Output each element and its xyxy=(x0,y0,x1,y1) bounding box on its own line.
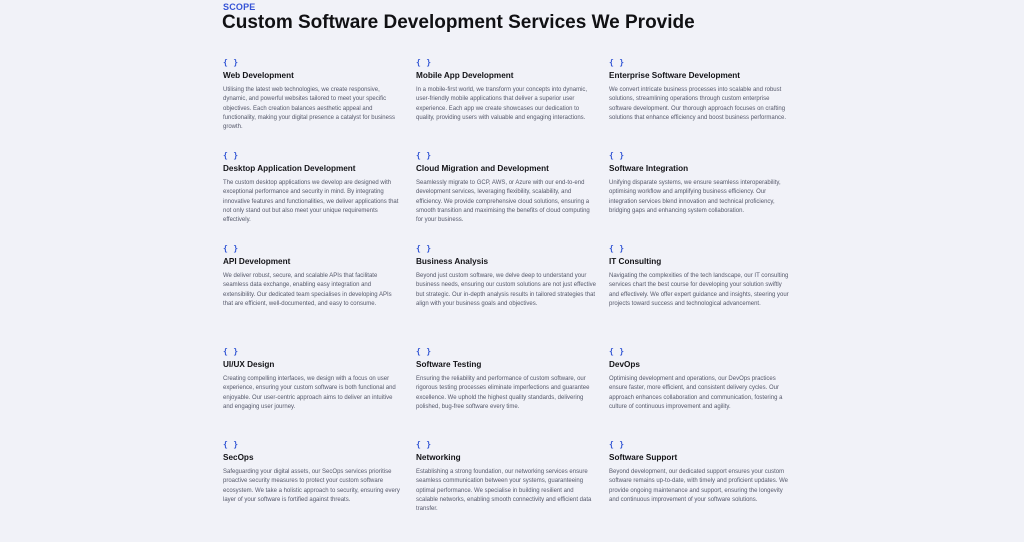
service-title: Business Analysis xyxy=(416,257,489,266)
service-title: Software Integration xyxy=(609,164,689,173)
code-braces-icon: { } xyxy=(609,244,625,253)
service-description: The custom desktop applications we develop are designed with exceptional performance and security in mind. By integrating innovative features and functionalities, we deliver applications that not only stand out but also meet your unique requirements effectively. xyxy=(223,180,399,224)
service-description: We deliver robust, secure, and scalable APIs that facilitate seamless data exchange, enabling easy integration and extensibility. Our dedicated team specialises in developing APIs that are efficient, well-documented, and easy to consume. xyxy=(223,273,392,307)
service-card-software-integration xyxy=(609,150,798,243)
service-title: UI/UX Design xyxy=(223,360,275,369)
service-description: Establishing a strong foundation, our networking services ensure seamless communication between your systems, guaranteeing optimal performance. We specialise in building resilient and scalable networks, enabling smooth connectivity and efficient data transfer. xyxy=(416,469,592,513)
service-card-mobile-app-development xyxy=(416,57,609,150)
service-title: DevOps xyxy=(609,360,640,369)
service-card-business-analysis xyxy=(416,243,609,346)
service-description: In a mobile-first world, we transform your concepts into dynamic, user-friendly mobile applications that deliver a superior user experience. Each app we create showcases our dedication to quality, providing users with valuable and engaging interactions. xyxy=(416,87,588,121)
service-description: We convert intricate business processes into scalable and robust solutions, streamlining operations through custom enterprise software development. Our thorough approach focuses on crafting solutions that enhance efficiency and boost business performance. xyxy=(609,87,786,121)
service-title: IT Consulting xyxy=(609,257,662,266)
section-eyebrow: SCOPE xyxy=(223,2,256,12)
service-description: Optimising development and operations, our DevOps practices ensure faster, more efficient, and consistent delivery cycles. Our approach enhances collaboration and communication, fostering a culture of continuous improvement and agility. xyxy=(609,376,783,410)
service-title: Software Testing xyxy=(416,360,482,369)
service-description: Unifying disparate systems, we ensure seamless interoperability, optimising workflow and amplifying business efficiency. Our integration services blend innovation and technical proficiency, bridging gaps and enhancing system collaboration. xyxy=(609,180,781,214)
code-braces-icon: { } xyxy=(416,244,432,253)
service-title: Web Development xyxy=(223,71,294,80)
service-card-software-testing xyxy=(416,346,609,439)
code-braces-icon: { } xyxy=(416,58,432,67)
service-title: Software Support xyxy=(609,453,678,462)
service-card-software-support xyxy=(609,439,798,539)
services-grid xyxy=(223,57,798,539)
code-braces-icon: { } xyxy=(223,58,239,67)
service-description: Beyond development, our dedicated support ensures your custom software remains up-to-date, with timely and proficient updates. We provide ongoing maintenance and support, ensuring the longevity and continuous improvement of your software solutions. xyxy=(609,469,788,503)
service-title: Cloud Migration and Development xyxy=(416,164,549,173)
service-title: Enterprise Software Development xyxy=(609,71,741,80)
service-title: Networking xyxy=(416,453,461,462)
service-card-secops xyxy=(223,439,416,539)
service-card-it-consulting xyxy=(609,243,798,346)
service-description: Beyond just custom software, we delve deep to understand your business needs, ensuring our custom solutions are not just effective but strategic. Our in-depth analysis results in tailored strategies that align with your business goals and objectives. xyxy=(416,273,596,307)
service-card-desktop-application-development xyxy=(223,150,416,243)
service-title: SecOps xyxy=(223,453,254,462)
code-braces-icon: { } xyxy=(416,347,432,356)
code-braces-icon: { } xyxy=(416,151,432,160)
service-title: API Development xyxy=(223,257,291,266)
code-braces-icon: { } xyxy=(416,440,432,449)
service-title: Mobile App Development xyxy=(416,71,514,80)
code-braces-icon: { } xyxy=(609,58,625,67)
service-description: Creating compelling interfaces, we design with a focus on user experience, ensuring your custom software is both functional and enjoyable. Our user-centric approach aims to deliver an intuitive and engaging user journey. xyxy=(223,376,396,410)
code-braces-icon: { } xyxy=(609,347,625,356)
page-title: Custom Software Development Services We Provide xyxy=(222,12,695,33)
code-braces-icon: { } xyxy=(609,151,625,160)
service-description: Safeguarding your digital assets, our SecOps services prioritise proactive security measures to protect your custom software ecosystem. We take a holistic approach to security, ensuring every layer of your software is fortified against threats. xyxy=(223,469,400,503)
code-braces-icon: { } xyxy=(223,440,239,449)
code-braces-icon: { } xyxy=(223,151,239,160)
service-card-networking xyxy=(416,439,609,539)
service-card-web-development xyxy=(223,57,416,150)
service-description: Navigating the complexities of the tech landscape, our IT consulting services chart the best course for developing your solution swiftly and effectively. We offer expert guidance and insights, steering your projects toward success and technological advancement. xyxy=(609,273,789,307)
service-card-devops xyxy=(609,346,798,439)
service-card-api-development xyxy=(223,243,416,346)
service-card-cloud-migration xyxy=(416,150,609,243)
code-braces-icon: { } xyxy=(223,244,239,253)
service-description: Seamlessly migrate to GCP, AWS, or Azure with our end-to-end development services, leveraging flexibility, scalability, and efficiency. We provide comprehensive cloud solutions, ensuring a smooth transition and maximising the benefits of cloud computing for your business. xyxy=(416,180,590,224)
service-card-ui-ux-design xyxy=(223,346,416,439)
service-title: Desktop Application Development xyxy=(223,164,356,173)
service-card-enterprise-software-development xyxy=(609,57,798,150)
code-braces-icon: { } xyxy=(609,440,625,449)
service-description: Utilising the latest web technologies, we create responsive, dynamic, and powerful websites tailored to meet your specific objectives. Each creation balances aesthetic appeal and functionality, making your digital presence a catalyst for business growth. xyxy=(223,87,395,131)
code-braces-icon: { } xyxy=(223,347,239,356)
service-description: Ensuring the reliability and performance of custom software, our rigorous testing processes eliminate imperfections and guarantee excellence. We uphold the highest quality standards, delivering polished, bug-free software every time. xyxy=(416,376,590,410)
